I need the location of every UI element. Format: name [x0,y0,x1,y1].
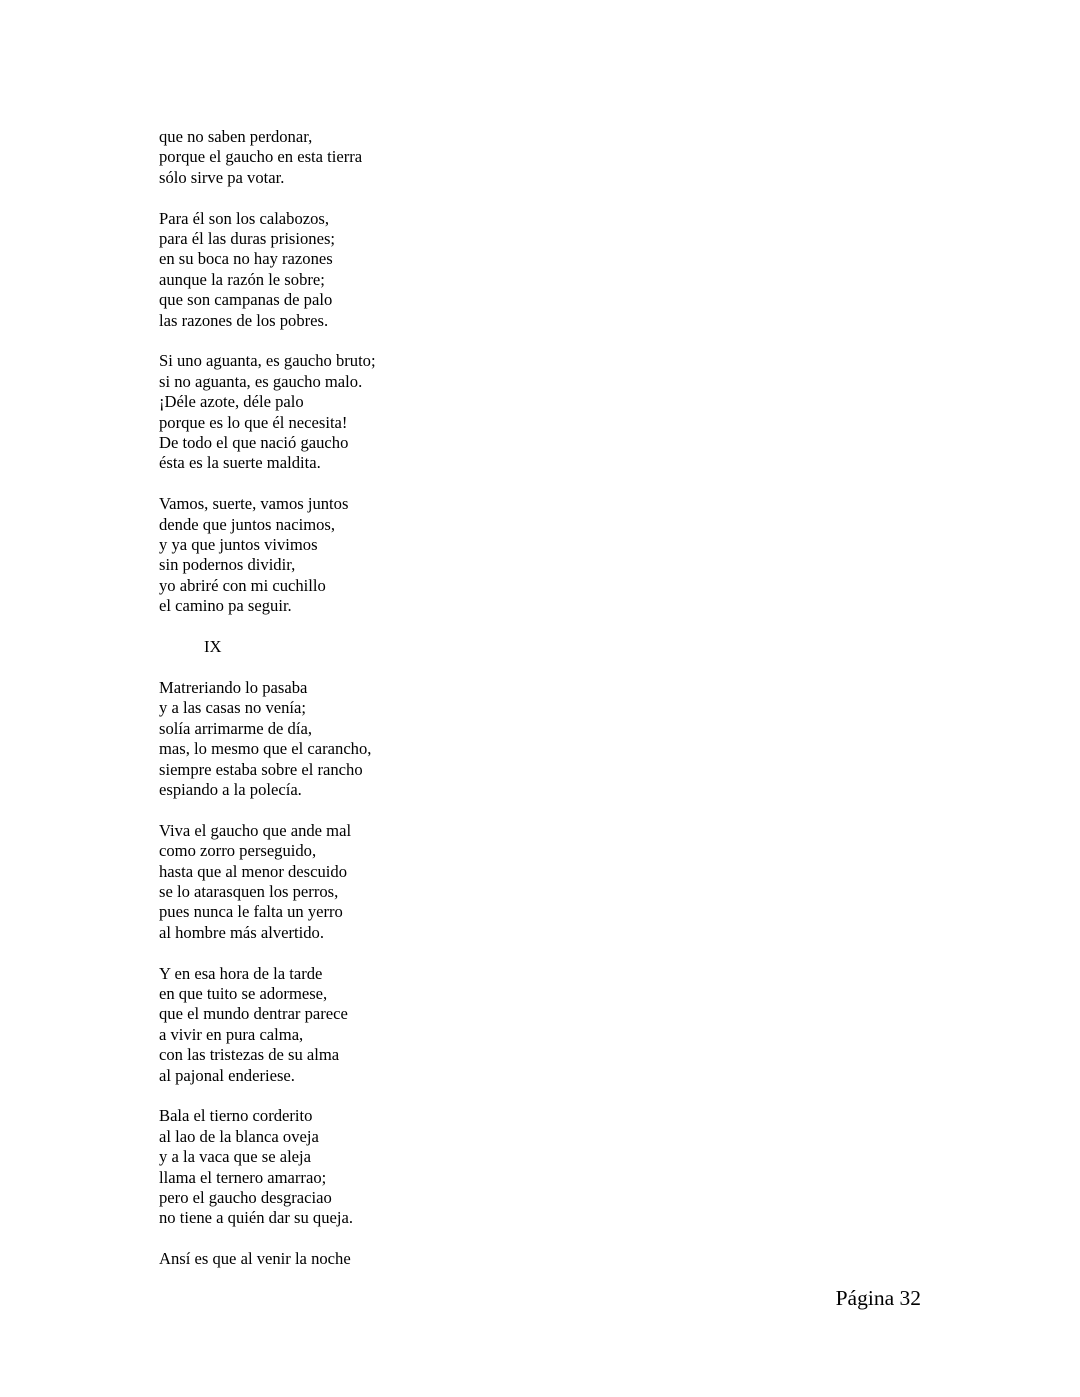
verse-line: ¡Déle azote, déle palo [159,392,304,412]
verse-line: en que tuito se adormese, [159,983,328,1003]
verse-line: Bala el tierno corderito [159,1106,313,1126]
verse-line: De todo el que nació gaucho [159,433,349,453]
verse-line: el camino pa seguir. [159,596,292,616]
verse-line: al pajonal enderiese. [159,1065,295,1085]
verse-line: a vivir en pura calma, [159,1024,304,1044]
verse-line: al lao de la blanca oveja [159,1126,319,1146]
verse-line: yo abriré con mi cuchillo [159,575,326,595]
section-heading: IX [204,637,222,657]
verse-line: Ansí es que al venir la noche [159,1249,351,1269]
stanzas-before-heading [159,127,659,617]
verse-line: las razones de los pobres. [159,310,329,330]
stanza [159,351,659,473]
verse-line: Para él son los calabozos, [159,208,330,228]
verse-line: y a la vaca que se aleja [159,1147,312,1167]
verse-line: ésta es la suerte maldita. [159,453,321,473]
verse-line: Vamos, suerte, vamos juntos [159,494,349,514]
verse-line: solía arrimarme de día, [159,718,312,738]
verse-line: hasta que al menor descuido [159,861,348,881]
verse-line: pues nunca le falta un yerro [159,902,343,922]
poem-body [159,127,659,1290]
page-number: Página 32 [835,1286,921,1310]
verse-line: como zorro perseguido, [159,841,317,861]
verse-line: pero el gaucho desgraciao [159,1188,332,1207]
verse-line: Si uno aguanta, es gaucho bruto; [159,351,376,371]
verse-line: aunque la razón le sobre; [159,269,325,289]
verse-line: Viva el gaucho que ande mal [159,820,352,840]
verse-line: porque el gaucho en esta tierra [159,147,363,167]
verse-line: porque es lo que él necesita! [159,412,348,432]
verse-line: y ya que juntos vivimos [159,535,318,555]
verse-line: no tiene a quién dar su queja. [159,1208,353,1228]
verse-line: en su boca no hay razones [159,249,333,269]
verse-line: y a las casas no venía; [159,698,306,718]
verse-line: Matreriando lo pasaba [159,677,308,697]
verse-line: que no saben perdonar, [159,127,313,146]
stanza [159,964,659,1086]
verse-line: al hombre más alvertido. [159,922,324,942]
verse-line: dende que juntos nacimos, [159,514,336,534]
verse-line: sin podernos dividir, [159,555,296,575]
stanza [159,127,659,188]
stanza [159,678,659,800]
verse-line: sólo sirve pa votar. [159,167,285,187]
stanza [159,494,659,616]
verse-line: siempre estaba sobre el rancho [159,759,363,779]
stanza [159,209,659,331]
verse-line: que el mundo dentrar parece [159,1004,348,1024]
stanza [159,1249,659,1269]
verse-line: se lo atarasquen los perros, [159,881,339,901]
stanza [159,1106,659,1228]
verse-line: para él las duras prisiones; [159,229,336,249]
verse-line: llama el ternero amarrao; [159,1167,327,1187]
verse-line: con las tristezas de su alma [159,1045,340,1065]
verse-line: Y en esa hora de la tarde [159,963,323,983]
verse-line: que son campanas de palo [159,290,333,310]
verse-line: espiando a la polecía. [159,779,302,799]
stanza [159,821,659,943]
verse-line: si no aguanta, es gaucho malo. [159,371,363,391]
verse-line: mas, lo mesmo que el carancho, [159,739,372,759]
stanzas-after-heading [159,678,659,1270]
